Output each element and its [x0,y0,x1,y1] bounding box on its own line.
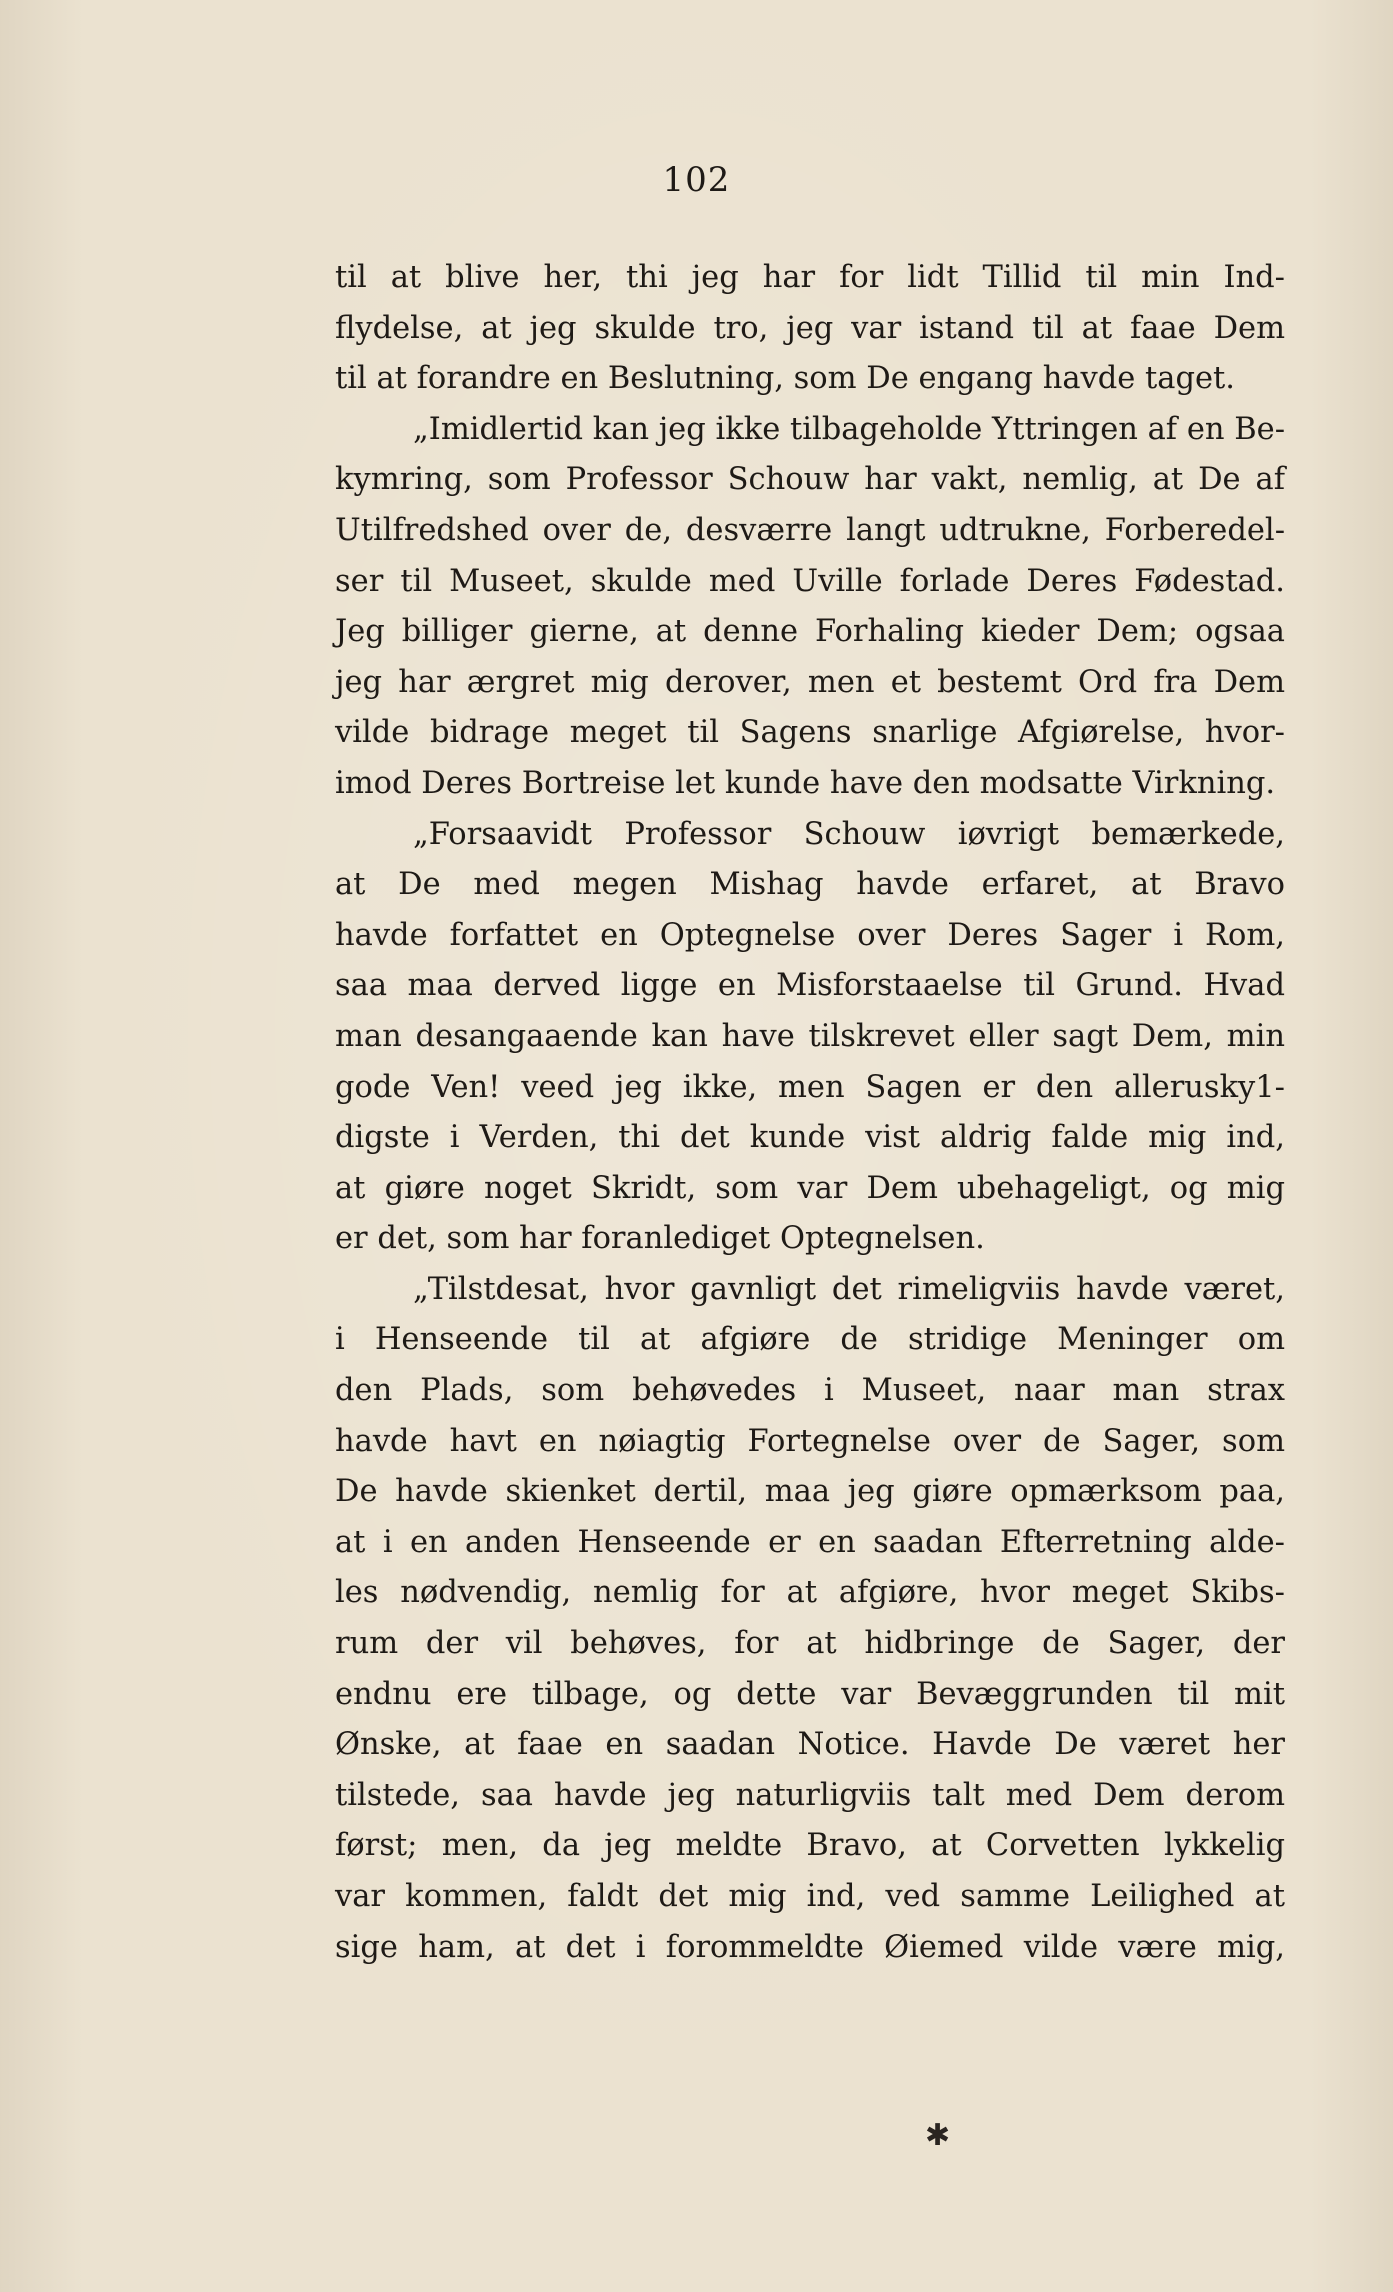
text-line: den Plads, som behøvedes i Museet, naar man strax [335,1373,1285,1409]
text-line: De havde skienket dertil, maa jeg giøre opmærksom paa, [335,1474,1285,1510]
text-line: i Henseende til at afgiøre de stridige Meninger om [335,1322,1285,1358]
text-line: Jeg billiger gierne, at denne Forhaling kieder Dem; ogsaa [335,614,1285,650]
text-line: „Imidlertid kan jeg ikke tilbageholde Yttringen af en Be- [413,411,1285,447]
text-line: „Tilstdesat, hvor gavnligt det rimeligviis havde været, [413,1271,1285,1307]
text-line: havde forfattet en Optegnelse over Deres Sager i Rom, [335,917,1285,953]
printer-mark-icon: ✱ [925,2118,951,2153]
text-line: endnu ere tilbage, og dette var Bevæggrunden til mit [335,1676,1285,1712]
text-line: er det, som har foranlediget Optegnelsen. [335,1221,985,1257]
text-line: kymring, som Professor Schouw har vakt, nemlig, at De af [335,462,1285,498]
text-line: til at blive her, thi jeg har for lidt Tillid til min Ind- [335,260,1285,295]
text-line: at De med megen Mishag havde erfaret, at Bravo [335,867,1285,903]
text-line: at i en anden Henseende er en saadan Efterretning alde- [335,1524,1285,1560]
text-line: sige ham, at det i forommeldte Øiemed vilde være mig, [335,1929,1285,1965]
text-line: tilstede, saa havde jeg naturligviis talt med Dem derom [335,1777,1285,1813]
text-line: til at forandre en Beslutning, som De engang havde taget. [335,361,1236,397]
text-line: var kommen, faldt det mig ind, ved samme Leilighed at [335,1879,1285,1914]
text-line: „Forsaavidt Professor Schouw iøvrigt bemærkede, [413,816,1285,852]
text-line: saa maa derved ligge en Misforstaaelse til Grund. Hvad [335,968,1285,1004]
text-line: først; men, da jeg meldte Bravo, at Corvetten lykkelig [335,1828,1285,1864]
body-text [335,253,1285,1973]
text-line: at giøre noget Skridt, som var Dem ubehageligt, og mig [335,1170,1285,1206]
text-line: Ønske, at faae en saadan Notice. Havde De været her [335,1727,1285,1763]
text-line: ser til Museet, skulde med Uville forlade Deres Fødestad. [335,563,1285,599]
text-line: rum der vil behøves, for at hidbringe de Sager, der [335,1626,1285,1662]
text-line: vilde bidrage meget til Sagens snarlige Afgiørelse, hvor- [335,715,1285,751]
text-line: jeg har ærgret mig derover, men et bestemt Ord fra Dem [335,664,1285,700]
text-line: havde havt en nøiagtig Fortegnelse over de Sager, som [335,1423,1285,1459]
text-line: gode Ven! veed jeg ikke, men Sagen er den allerusky1- [335,1069,1285,1105]
text-line: flydelse, at jeg skulde tro, jeg var istand til at faae Dem [335,310,1285,346]
text-line: Utilfredshed over de, desværre langt udtrukne, Forberedel- [335,512,1285,548]
text-line: imod Deres Bortreise let kunde have den modsatte Virkning. [335,765,1276,801]
text-line: les nødvendig, nemlig for at afgiøre, hvor meget Skibs- [335,1575,1285,1611]
page-number: 102 [662,160,731,200]
text-line: man desangaaende kan have tilskrevet eller sagt Dem, min [335,1018,1285,1054]
text-line: digste i Verden, thi det kunde vist aldrig falde mig ind, [335,1120,1285,1156]
